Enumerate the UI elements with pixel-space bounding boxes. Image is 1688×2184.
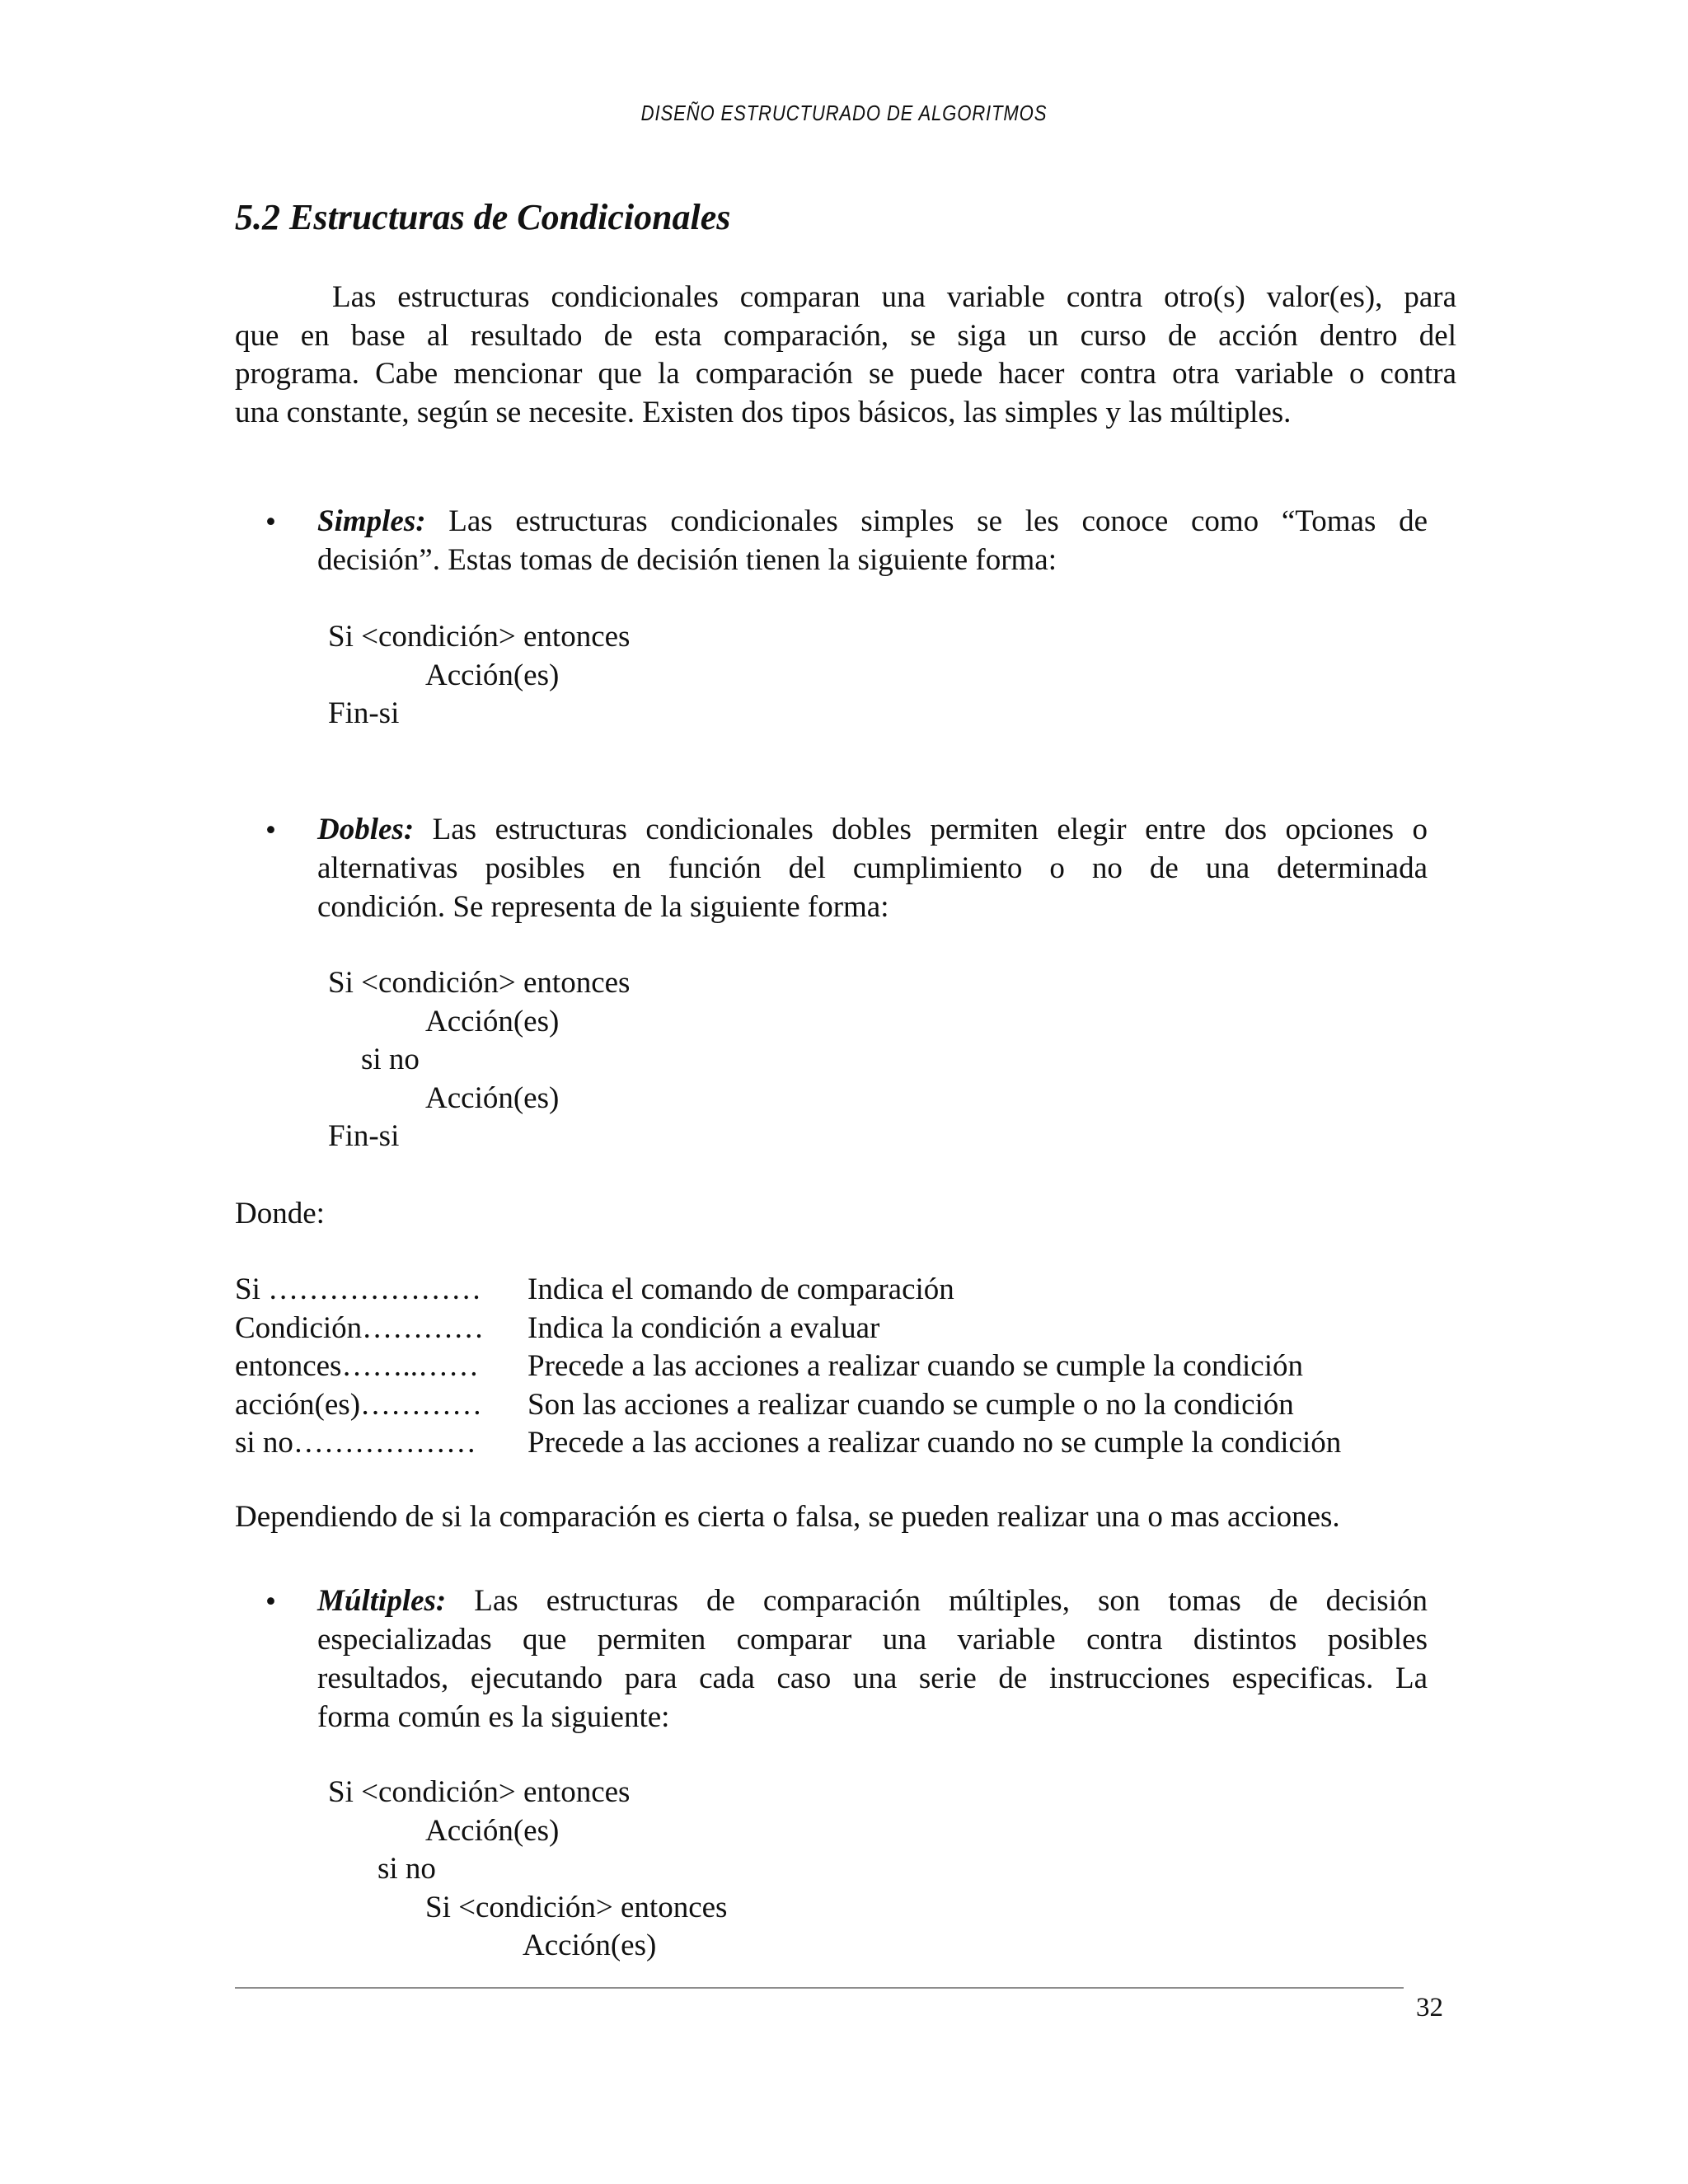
definition-term: Si ………………… [235, 1272, 482, 1306]
intro-line: Las estructuras condicionales comparan una variable contra otro(s) valor(es), para [332, 280, 1456, 314]
intro-line: programa. Cabe mencionar que la comparación se puede hacer contra otra variable o contra [235, 357, 1456, 391]
code-line: Acción(es) [425, 1004, 560, 1038]
definition-desc: Indica el comando de comparación [528, 1272, 954, 1306]
intro-line: que en base al resultado de esta comparación, se siga un curso de acción dentro del [235, 318, 1456, 353]
intro-line: una constante, según se necesite. Existen dos tipos básicos, las simples y las múltiples. [235, 395, 1292, 429]
definition-term: si no……………… [235, 1426, 476, 1460]
definition-desc: Precede a las acciones a realizar cuando se cumple la condición [528, 1349, 1303, 1383]
bullet-marker: • [265, 1585, 276, 1619]
dobles-line: alternativas posibles en función del cumplimiento o no de una determinada [317, 851, 1428, 885]
code-line: Acción(es) [425, 1813, 560, 1848]
bullet-marker: • [265, 505, 276, 539]
multiples-term: Múltiples: [317, 1584, 447, 1618]
multiples-line: resultados, ejecutando para cada caso una serie de instrucciones especificas. La [317, 1661, 1428, 1695]
multiples-text: Las estructuras de comparación múltiples, son tomas de decisión [446, 1584, 1428, 1618]
footer-rule [235, 1987, 1404, 1989]
code-line: Si <condición> entonces [425, 1890, 728, 1924]
code-line: Fin-si [328, 696, 400, 730]
page-number: 32 [1416, 1993, 1443, 2022]
code-line: Si <condición> entonces [328, 1775, 631, 1809]
multiples-line: especializadas que permiten comparar una variable contra distintos posibles [317, 1623, 1428, 1657]
intro-paragraph [235, 279, 1456, 432]
simples-line: decisión”. Estas tomas de decisión tienen la siguiente forma: [317, 543, 1057, 577]
multiples-pseudocode [328, 1774, 727, 1966]
simples-term: Simples: [317, 504, 426, 538]
definition-term: acción(es)………… [235, 1387, 483, 1422]
definition-desc: Indica la condición a evaluar [528, 1310, 880, 1345]
code-line: Acción(es) [425, 658, 560, 692]
donde-label: Donde: [235, 1197, 325, 1230]
dobles-line [317, 811, 1428, 850]
code-line: Fin-si [328, 1119, 400, 1153]
code-line: Si <condición> entonces [328, 620, 631, 654]
simples-pseudocode [328, 618, 630, 733]
dobles-line: condición. Se representa de la siguiente forma: [317, 890, 889, 924]
definition-desc: Precede a las acciones a realizar cuando no se cumple la condición [528, 1426, 1342, 1460]
multiples-line [317, 1582, 1428, 1621]
simples-line [317, 503, 1428, 541]
code-line: Si <condición> entonces [328, 966, 631, 1000]
running-header: DISEÑO ESTRUCTURADO DE ALGORITMOS [640, 101, 1048, 125]
definition-term: entonces……..…… [235, 1349, 479, 1383]
multiples-line: forma común es la siguiente: [317, 1700, 670, 1734]
code-line: Acción(es) [523, 1929, 657, 1962]
simples-text: Las estructuras condicionales simples se les conoce como “Tomas de [425, 504, 1428, 538]
closing-sentence: Dependiendo de si la comparación es cierta o falsa, se pueden realizar una o mas acciones. [235, 1500, 1340, 1534]
code-line: Acción(es) [425, 1080, 560, 1115]
code-line: si no [377, 1852, 436, 1886]
multiples-item [317, 1582, 1428, 1737]
dobles-pseudocode [328, 964, 630, 1156]
dobles-text: Las estructuras condicionales dobles permiten elegir entre dos opciones o [414, 813, 1428, 846]
definition-desc: Son las acciones a realizar cuando se cumple o no la condición [528, 1387, 1294, 1422]
definition-term: Condición………… [235, 1310, 485, 1345]
dobles-item [317, 811, 1428, 927]
simples-item [317, 503, 1428, 580]
dobles-term: Dobles: [317, 813, 415, 846]
section-title: 5.2 Estructuras de Condicionales [235, 197, 731, 237]
code-line: si no [361, 1043, 420, 1076]
bullet-marker: • [265, 813, 276, 847]
